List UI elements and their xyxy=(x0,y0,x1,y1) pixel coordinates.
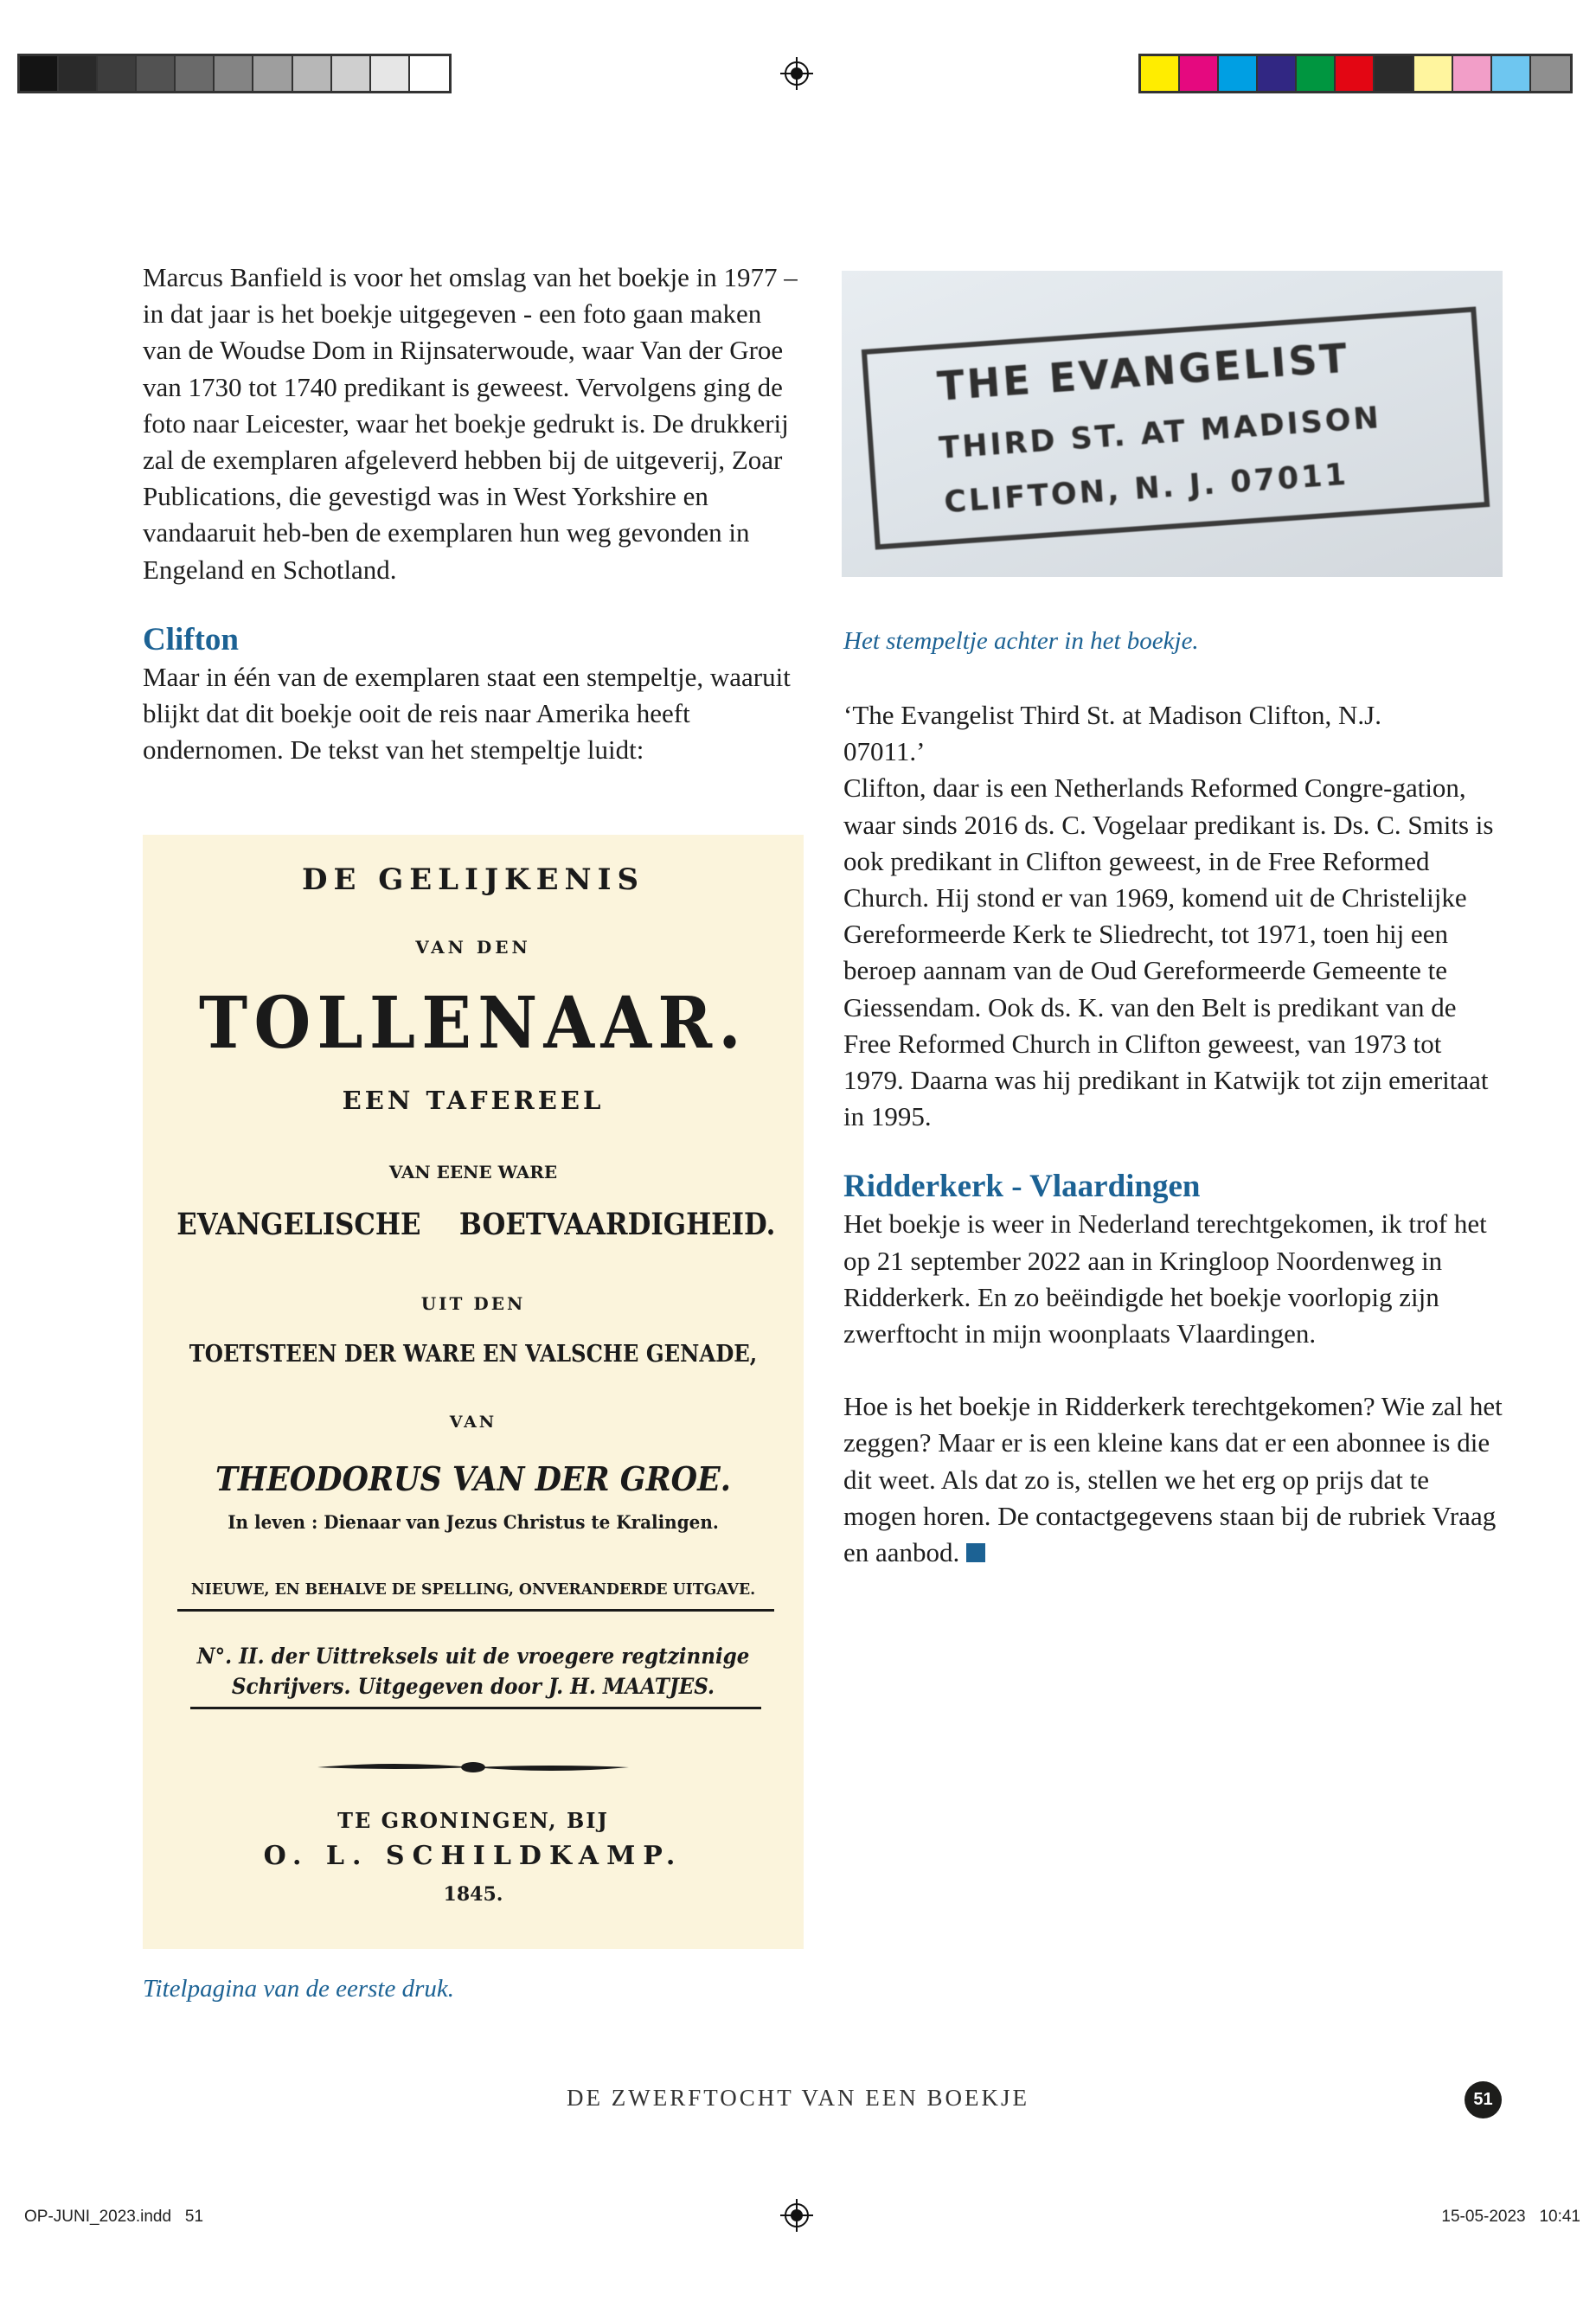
tp-line: VAN DEN xyxy=(415,937,531,958)
tp-word: EVANGELISCHE xyxy=(176,1207,421,1242)
gray-scale-bar xyxy=(17,54,452,93)
swatch xyxy=(137,56,176,91)
swatch xyxy=(1492,56,1531,91)
swatch xyxy=(1141,56,1180,91)
stamp-line: CLIFTON, N. J. 07011 xyxy=(943,457,1350,521)
tp-line xyxy=(143,1207,804,1242)
tp-line: TOETSTEEN DER WARE EN VALSCHE GENADE, xyxy=(189,1341,758,1368)
tp-line: TOLLENAAR. xyxy=(198,982,748,1065)
swatch xyxy=(215,56,253,91)
title-rule xyxy=(190,1707,761,1709)
swatch xyxy=(410,56,449,91)
stamp-line: THIRD ST. AT MADISON xyxy=(938,401,1383,466)
left-column xyxy=(143,260,804,768)
swatch xyxy=(371,56,410,91)
tp-line: N°. II. der Uittreksels uit de vroegere regtzinnige xyxy=(196,1644,750,1669)
swatch xyxy=(1375,56,1413,91)
registration-mark-icon xyxy=(780,2199,813,2232)
closing-paragraph xyxy=(843,1388,1504,1571)
slug-file: OP-JUNI_2023.indd 51 xyxy=(24,2208,204,2226)
tp-line: EEN TAFEREEL xyxy=(342,1086,605,1115)
swatch xyxy=(1414,56,1453,91)
stamp-quote: ‘The Evangelist Third St. at Madison Clifton, N.J. 07011.’ xyxy=(843,700,1381,767)
title-rule xyxy=(177,1609,774,1612)
swatch xyxy=(98,56,137,91)
tp-line: UIT DEN xyxy=(420,1293,526,1314)
swatch xyxy=(1180,56,1219,91)
tp-line: In leven : Dienaar van Jezus Christus te Kralingen. xyxy=(228,1511,719,1533)
tp-line: O. L. SCHILDKAMP. xyxy=(263,1841,683,1871)
swatch xyxy=(1219,56,1258,91)
tp-line: 1845. xyxy=(443,1883,503,1906)
tp-word: BOETVAARDIGHEID. xyxy=(458,1207,776,1242)
end-square-icon xyxy=(966,1543,985,1562)
tp-line: VAN xyxy=(449,1413,497,1432)
closing-text: Hoe is het boekje in Ridderkerk terechtgekomen? Wie zal het zeggen? Maar er is een kleine kans dat er een abonnee is die dit weet. Als dat zo is, stellen we het erg op prijs dat te mogen horen. De contactgegevens staan bij de rubriek Vraag en aanbod. xyxy=(843,1391,1503,1568)
color-bar xyxy=(1138,54,1573,93)
tp-line: TE GRONINGEN, BIJ xyxy=(337,1808,609,1833)
heading-clifton: Clifton xyxy=(143,621,239,657)
clifton-history-paragraph: Clifton, daar is een Netherlands Reformed Congre-gation, waar sinds 2016 ds. C. Vogelaar predikant is. Ds. C. Smits is ook predikant in Clifton geweest, in de Free Reformed Church. Hij stond er van 1969, komend uit de Christelijke Gereformeerde Kerk te Sliedrecht, tot 1971, toen hij een beroep aannam van de Oud Gereformeerde Gemeente te Giessendam. Ook ds. K. van den Belt is predikant van de Free Reformed Church in Clifton geweest, van 1973 tot 1979. Daarna was hij predikant in Katwijk tot zijn emeritaat in 1995. xyxy=(843,772,1494,1132)
running-title: DE ZWERFTOCHT VAN EEN BOEKJE xyxy=(566,2085,1029,2111)
registration-mark-icon xyxy=(780,57,813,90)
title-page-caption: Titelpagina van de eerste druk. xyxy=(143,1975,455,2003)
swatch xyxy=(1453,56,1492,91)
swatch xyxy=(59,56,98,91)
tp-line: VAN EENE WARE xyxy=(388,1162,558,1183)
swatch xyxy=(253,56,292,91)
tp-line: Schrijvers. Uitgegeven door J. H. MAATJES. xyxy=(231,1674,715,1699)
stamp-line: THE EVANGELIST xyxy=(935,334,1351,410)
tp-line: DE GELIJKENIS xyxy=(301,862,645,897)
heading-ridderkerk: Ridderkerk - Vlaardingen xyxy=(843,1169,1201,1205)
tp-line: NIEUWE, EN BEHALVE DE SPELLING, ONVERANDERDE UITGAVE. xyxy=(190,1580,756,1599)
swatch xyxy=(293,56,332,91)
ridderkerk-paragraph: Het boekje is weer in Nederland terechtgekomen, ik trof het op 21 september 2022 aan in Kringloop Noordenweg in Ridderkerk. En zo beëindigde het boekje voorlopig zijn zwerftocht in mijn woonplaats Vlaardingen. xyxy=(843,1208,1487,1349)
right-column xyxy=(843,697,1504,1571)
swatch xyxy=(176,56,215,91)
swatch xyxy=(332,56,371,91)
title-page-image xyxy=(143,835,804,1949)
swatch xyxy=(1258,56,1297,91)
page-number: 51 xyxy=(1465,2081,1502,2118)
intro-paragraph: Marcus Banfield is voor het omslag van het boekje in 1977 – in dat jaar is het boekje uitgegeven - een foto gaan maken van de Woudse Dom in Rijnsaterwoude, waar Van der Groe van 1730 tot 1740 predikant is geweest. Vervolgens ging de foto naar Leicester, waar het boekje gedrukt is. De drukkerij zal de exemplaren afgeleverd hebben bij de uitgeverij, Zoar Publications, die gevestigd was in West Yorkshire en vandaaruit heb-ben de exemplaren hun weg gevonden in Engeland en Schotland. xyxy=(143,262,798,585)
stamp-caption: Het stempeltje achter in het boekje. xyxy=(843,627,1199,655)
clifton-paragraph: Maar in één van de exemplaren staat een stempeltje, waaruit blijkt dat dit boekje ooit de reis naar Amerika heeft ondernomen. De tekst van het stempeltje luidt: xyxy=(143,661,791,766)
stamp-photo xyxy=(842,271,1503,577)
swatch xyxy=(1336,56,1375,91)
slug-date: 15-05-2023 10:41 xyxy=(1441,2208,1580,2226)
swatch xyxy=(1531,56,1570,91)
swatch xyxy=(1297,56,1336,91)
ornament-icon xyxy=(316,1757,631,1778)
swatch xyxy=(20,56,59,91)
tp-line: THEODORUS VAN DER GROE. xyxy=(215,1459,731,1498)
